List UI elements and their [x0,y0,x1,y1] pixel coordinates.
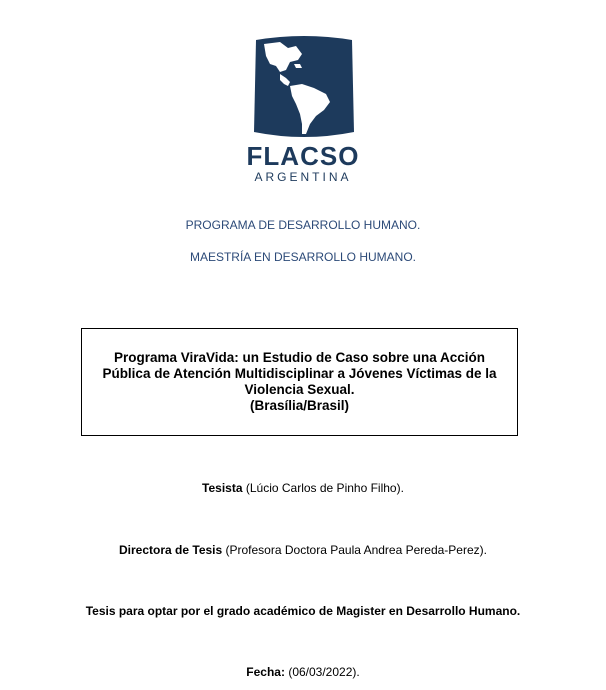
fecha-label: Fecha: [246,665,285,679]
directora-line [0,543,606,557]
title-line-4: (Brasília/Brasil) [249,398,350,413]
program-line-1: PROGRAMA DE DESARROLLO HUMANO. [185,218,421,232]
tesista-value: (Lúcio Carlos de Pinho Filho). [242,481,404,495]
tesista-line [0,481,606,495]
title-line-3: Violencia Sexual. [244,382,355,397]
americas-map-icon [250,34,358,140]
title-line-2: Pública de Atención Multidisciplinar a Jóvenes Víctimas de la [102,366,497,381]
fecha-line [0,665,606,679]
fecha-value: (06/03/2022). [284,665,360,679]
directora-label: Directora de Tesis [119,543,223,557]
directora-value: (Profesora Doctora Paula Andrea Pereda-Perez). [222,543,487,557]
brand-subtitle: ARGENTINA [254,170,352,184]
program-line-2: MAESTRÍA EN DESARROLLO HUMANO. [189,250,417,264]
thesis-title-box [81,328,518,436]
tesista-label: Tesista [202,481,243,495]
degree-statement: Tesis para optar por el grado académico de Magister en Desarrollo Humano. [85,604,521,618]
flacso-logo [250,34,358,140]
title-line-1: Programa ViraVida: un Estudio de Caso sobre una Acción [113,350,486,365]
brand-name: FLACSO [246,141,360,171]
thesis-title [102,350,496,414]
